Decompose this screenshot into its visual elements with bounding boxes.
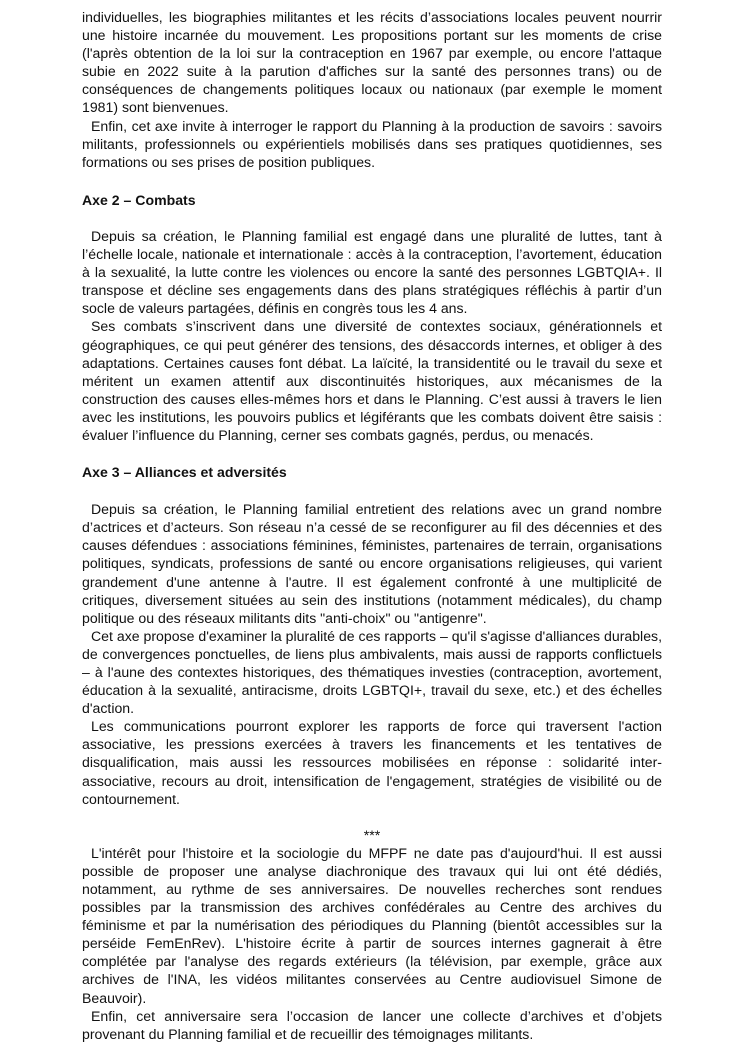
axe3-heading: Axe 3 – Alliances et adversités <box>82 464 287 481</box>
axe2-section <box>82 191 662 444</box>
axe3-paragraph-1: Depuis sa création, le Planning familial entretient des relations avec un grand nombre d’actrices et d’acteurs. Son réseau n’a cessé de se reconfigurer au fil des décennies et des causes défendues : associations féminines, féministes, partenaires de terrain, organisations politiques, syndicats, professions de santé ou encore organisations religieuses, qui varient grandement d'une antenne à l'autre. Il est également confronté à une multiplicité de critiques, diversement situées au sein des institutions (notamment médicales), du champ politique ou des réseaux militants dits "anti-choix" ou "antigenre". <box>82 501 662 626</box>
intro-paragraph-2: Enfin, cet axe invite à interroger le rapport du Planning à la production de savoirs : savoirs militants, professionnels ou expérientiels mobilisés dans ses pratiques quotidiennes, ses formations ou ses prises de position publiques. <box>82 117 662 170</box>
axe3-paragraph-3: Les communications pourront explorer les rapports de force qui traversent l'action associative, les pressions exercées à travers les financements et les tentatives de disqualification, mais aussi les ressources mobilisées en réponse : solidarité inter-associative, recours au droit, intensification de l'engagement, stratégies de visibilité ou de contournement. <box>82 718 662 807</box>
axe2-heading: Axe 2 – Combats <box>82 191 196 208</box>
section-separator: *** <box>363 826 381 843</box>
intro-section <box>82 8 662 171</box>
axe2-paragraph-1: Depuis sa création, le Planning familial est engagé dans une pluralité de luttes, tant à l’échelle locale, nationale et internationale : accès à la contraception, l’avortement, éducation à la sexualité, la lutte contre les violences ou encore la santé des personnes LGBTQIA+. Il transpose et décline ses engagements dans des plans stratégiques réfléchis à partir d’un socle de valeurs partagées, définis en congrès tous les 4 ans. <box>82 227 662 317</box>
closing-paragraph-2: Enfin, cet anniversaire sera l’occasion de lancer une collecte d’archives et d’objets provenant du Planning familial et de recueillir des témoignages militants. <box>82 1007 662 1042</box>
axe3-section <box>82 463 662 808</box>
closing-paragraph-1: L'intérêt pour l'histoire et la sociologie du MFPF ne date pas d'aujourd'hui. Il est aussi possible de proposer une analyse diachronique des travaux qui lui ont été dédiés, notamment, au rythme de ses anniversaires. De nouvelles recherches sont rendues possibles par la transmission des archives confédérales au Centre des archives du féminisme et par la numérisation des périodiques du Planning (bientôt accessibles sur la perséide FemEnRev). L'histoire écrite à partir de sources internes gagnerait à être complétée par l'analyse des regards extérieurs (la télévision, par exemple, grâce aux archives de l'INA, les vidéos militantes conservées au Centre audiovisuel Simone de Beauvoir). <box>82 844 662 1006</box>
axe3-paragraph-2: Cet axe propose d'examiner la pluralité de ces rapports – qu'il s'agisse d'alliances durables, de convergences ponctuelles, de liens plus ambivalents, mais aussi de rapports conflictuels – à l'aune des contextes historiques, des thématiques investies (contraception, avortement, éducation à la sexualité, antiracisme, droits LGBTQI+, travail du sexe, etc.) et des échelles d'action. <box>82 627 662 717</box>
closing-section <box>82 826 662 1043</box>
axe2-paragraph-2: Ses combats s’inscrivent dans une diversité de contextes sociaux, générationnels et géographiques, ce qui peut générer des tensions, des désaccords internes, et obliger à des adaptations. Certaines causes font débat. La laïcité, la transidentité ou le travail du sexe et méritent un examen attentif aux discontinuités historiques, aux mécanismes de la construction des causes elles-mêmes hors et dans le Planning. C’est aussi à travers le lien avec les institutions, les pouvoirs publics et légiférants que les combats doivent être saisis : évaluer l’influence du Planning, cerner ses combats gagnés, perdus, ou menacés. <box>82 318 662 443</box>
intro-paragraph-1: individuelles, les biographies militantes et les récits d’associations locales peuvent nourrir une histoire incarnée du mouvement. Les propositions portant sur les moments de crise (l'après obtention de la loi sur la contraception en 1967 par exemple, ou encore l'attaque subie en 2022 suite à la parution d'affiches sur la santé des personnes trans) ou de conséquences de changements politiques locaux ou nationaux (par exemple le moment 1981) sont bienvenues. <box>82 9 662 116</box>
